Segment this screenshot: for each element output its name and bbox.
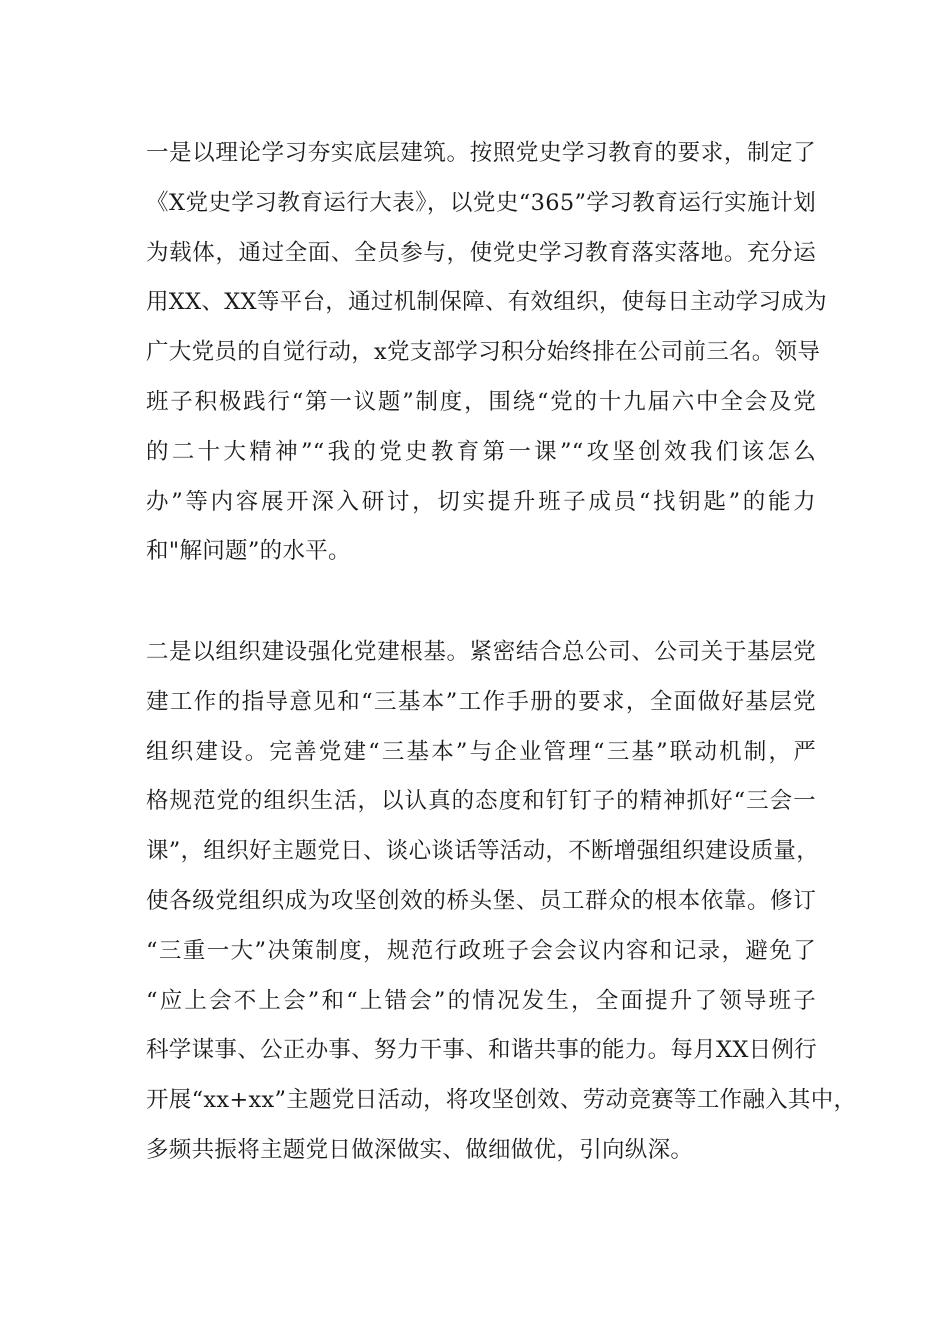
text-line: 广大党员的自觉行动，x党支部学习积分始终排在公司前三名。领导 bbox=[146, 339, 821, 366]
text-line: 科学谋事、公正办事、努力干事、和谐共事的能力。每月XX日例行 bbox=[146, 1037, 818, 1064]
text-line: “三重一大”决策制度，规范行政班子会会议内容和记录，避免了 bbox=[146, 937, 816, 964]
paragraph-organization-building bbox=[146, 632, 857, 1180]
text-line-last: 和"解问题”的水平。 bbox=[146, 538, 351, 565]
text-line: 为载体，通过全面、全员参与，使党史学习教育落实落地。充分运 bbox=[146, 239, 816, 266]
text-line: 开展“xx+xx”主题党日活动，将攻坚创效、劳动竞赛等工作融入其中， bbox=[146, 1087, 857, 1114]
text-line: 建工作的指导意见和“三基本”工作手册的要求，全面做好基层党 bbox=[146, 688, 816, 715]
text-line: 的二十大精神”“我的党史教育第一课”“攻坚创效我们该怎么 bbox=[146, 438, 816, 465]
paragraph-theory-study bbox=[146, 133, 827, 581]
text-line-last: 多频共振将主题党日做深做实、做细做优，引向纵深。 bbox=[146, 1136, 694, 1163]
text-line: 课”，组织好主题党日、谈心谈话等活动，不断增强组织建设质量， bbox=[146, 838, 820, 865]
text-line: 班子积极践行“第一议题”制度，围绕“党的十九届六中全会及党 bbox=[146, 388, 816, 415]
text-line: 格规范党的组织生活，以认真的态度和钉钉子的精神抓好“三会一 bbox=[146, 788, 816, 815]
text-line: 《X党史学习教育运行大表》，以党史“365”学习教育运行实施计划 bbox=[146, 189, 816, 216]
text-line: 使各级党组织成为攻坚创效的桥头堡、员工群众的根本依靠。修订 bbox=[146, 887, 816, 914]
text-line: “应上会不上会”和“上错会”的情况发生，全面提升了领导班子 bbox=[146, 987, 816, 1014]
text-line: 一是以理论学习夯实底层建筑。按照党史学习教育的要求，制定了 bbox=[146, 140, 816, 166]
text-line: 办”等内容展开深入研讨，切实提升班子成员“找钥匙”的能力 bbox=[146, 488, 816, 515]
text-line: 用XX、XX等平台，通过机制保障、有效组织，使每日主动学习成为 bbox=[146, 289, 827, 316]
text-line: 组织建设。完善党建“三基本”与企业管理“三基”联动机制，严 bbox=[146, 738, 816, 765]
text-line: 二是以组织建设强化党建根基。紧密结合总公司、公司关于基层党 bbox=[146, 639, 816, 665]
